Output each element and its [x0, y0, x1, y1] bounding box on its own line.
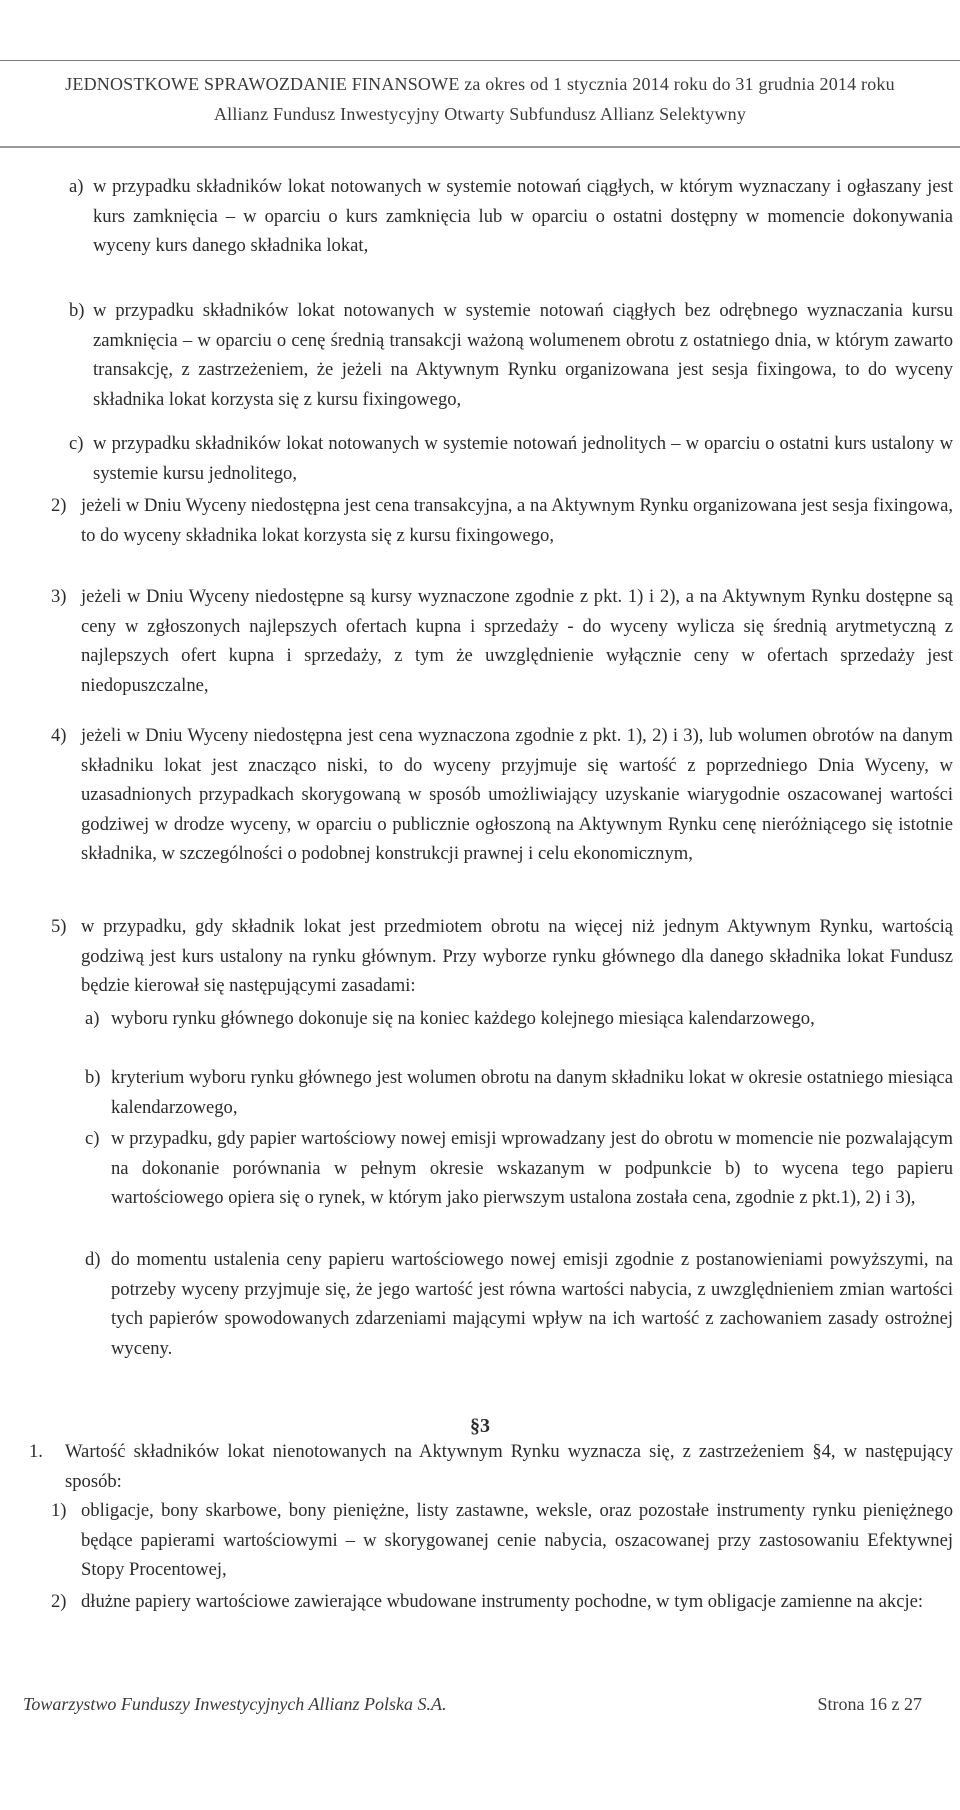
list-item-5c [85, 1124, 953, 1213]
list-marker: a) [69, 176, 84, 197]
list-item-text: obligacje, bony skarbowe, bony pieniężne, listy zastawne, weksle, oraz pozostałe instrumenty rynku pieniężnego będące papierami wartościowymi – w skorygowanej cenie nabycia, oszacowanej przy zastosowaniu Efektywnej Stopy Procentowej, [81, 1500, 953, 1580]
list-item-text: w przypadku składników lokat notowanych w systemie notowań ciągłych, w którym wyznaczany i ogłaszany jest kurs zamknięcia – w oparciu o kurs zamknięcia lub w oparciu o ostatni dostępny w momencie dokonywania wyceny kurs danego składnika lokat, [93, 176, 953, 256]
list-marker: c) [85, 1128, 100, 1149]
list-item-c [69, 429, 953, 488]
list-item-a [69, 172, 953, 261]
header-fund-name: Allianz Fundusz Inwestycyjny Otwarty Subfundusz Allianz Selektywny [213, 104, 747, 124]
list-item-5 [51, 912, 953, 1001]
list-item-2 [51, 491, 953, 550]
list-marker: 2) [51, 1591, 67, 1612]
list-item-text: dłużne papiery wartościowe zawierające wbudowane instrumenty pochodne, w tym obligacje zamienne na akcje: [81, 1591, 924, 1612]
page-number: Strona 16 z 27 [817, 1694, 922, 1714]
list-item-5a [85, 1004, 953, 1034]
list-marker: d) [85, 1249, 101, 1270]
list-item-5d [85, 1245, 953, 1363]
list-item-text: do momentu ustalenia ceny papieru wartościowego nowej emisji zgodnie z postanowieniami powyższymi, na potrzeby wyceny przyjmuje się, że jego wartość jest równa wartości nabycia, z uwzględnieniem zmian wartości tych papierów spowodowanych zdarzeniami mającymi wpływ na ich wartość z zachowaniem zasady ostrożnej wyceny. [111, 1249, 953, 1359]
list-item-b [69, 296, 953, 414]
list-marker: a) [85, 1008, 100, 1029]
list-marker: b) [69, 300, 85, 321]
list-item-text: w przypadku składników lokat notowanych w systemie notowań jednolitych – w oparciu o ostatni kurs ustalony w systemie kursu jednolitego, [93, 433, 953, 484]
list-item-text: kryterium wyboru rynku głównego jest wolumen obrotu na danym składniku lokat w okresie ostatniego miesiąca kalendarzowego, [111, 1067, 953, 1118]
list-marker: 1) [51, 1500, 67, 1521]
list-item-text: jeżeli w Dniu Wyceny niedostępna jest cena transakcyjna, a na Aktywnym Rynku organizowana jest sesja fixingowa, to do wyceny składnika lokat korzysta się z kursu fixingowego, [81, 495, 953, 546]
list-item-text: jeżeli w Dniu Wyceny niedostępna jest cena wyznaczona zgodnie z pkt. 1), 2) i 3), lub wolumen obrotów na danym składniku lokat jest znacząco niski, to do wyceny przyjmuje się wartość z poprzedniego Dnia Wyceny, w uzasadnionych przypadkach skorygowaną w sposób umożliwiający uzyskanie wiarygodnie oszacowanej wartości godziwej w drodze wyceny, w oparciu o publicznie ogłoszoną na Aktywnym Rynku cenę nieróżniącego się istotnie składnika, w szczególności o podobnej konstrukcji prawnej i celu ekonomicznym, [81, 725, 953, 864]
list-item-5b [85, 1063, 953, 1122]
section-item-2 [51, 1587, 953, 1617]
list-marker: 2) [51, 495, 67, 516]
section-paragraph-1 [29, 1437, 953, 1496]
list-marker: c) [69, 433, 84, 454]
list-item-text: w przypadku składników lokat notowanych w systemie notowań ciągłych bez odrębnego wyznaczania kursu zamknięcia – w oparciu o cenę średnią transakcji ważoną wolumenem obrotu z ostatniego dnia, w którym zawarto transakcję, z zastrzeżeniem, że jeżeli na Aktywnym Rynku organizowana jest sesja fixingowa, to do wyceny składnika lokat korzysta się z kursu fixingowego, [93, 300, 953, 410]
list-item-text: w przypadku, gdy papier wartościowy nowej emisji wprowadzany jest do obrotu w momencie nie pozwalającym na dokonanie porównania w pełnym okresie wskazanym w podpunkcie b) to wycena tego papieru wartościowego opiera się o rynek, w którym jako pierwszym ustalona została cena, zgodnie z pkt.1), 2) i 3), [111, 1128, 953, 1208]
list-marker: 3) [51, 586, 67, 607]
page-footer [0, 1686, 960, 1726]
list-marker: 1. [29, 1441, 43, 1462]
section-heading: §3 [470, 1415, 490, 1437]
header-report-title: JEDNOSTKOWE SPRAWOZDANIE FINANSOWE za okres od 1 stycznia 2014 roku do 31 grudnia 2014 roku [65, 74, 895, 94]
list-item-3 [51, 582, 953, 700]
list-item-text: w przypadku, gdy składnik lokat jest przedmiotem obrotu na więcej niż jednym Aktywnym Rynku, wartością godziwą jest kurs ustalony na rynku głównym. Przy wyborze rynku głównego dla danego składnika lokat Fundusz będzie kierował się następującymi zasadami: [81, 916, 953, 996]
list-item-4 [51, 721, 953, 869]
list-item-text: wyboru rynku głównego dokonuje się na koniec każdego kolejnego miesiąca kalendarzowego, [111, 1008, 815, 1029]
list-marker: b) [85, 1067, 101, 1088]
footer-company-name: Towarzystwo Funduszy Inwestycyjnych Allianz Polska S.A. [23, 1694, 447, 1714]
list-item-text: jeżeli w Dniu Wyceny niedostępne są kursy wyznaczone zgodnie z pkt. 1) i 2), a na Aktywnym Rynku dostępne są ceny w zgłoszonych najlepszych ofertach kupna i sprzedaży - do wyceny wylicza się średnią arytmetyczną z najlepszych ofert kupna i sprzedaży, z tym że uwzględnienie wyłącznie ceny w ofertach sprzedaży jest niedopuszczalne, [81, 586, 953, 696]
list-item-text: Wartość składników lokat nienotowanych na Aktywnym Rynku wyznacza się, z zastrzeżeniem §4, w następujący sposób: [65, 1441, 953, 1492]
list-marker: 5) [51, 916, 67, 937]
list-marker: 4) [51, 725, 67, 746]
section-item-1 [51, 1496, 953, 1585]
